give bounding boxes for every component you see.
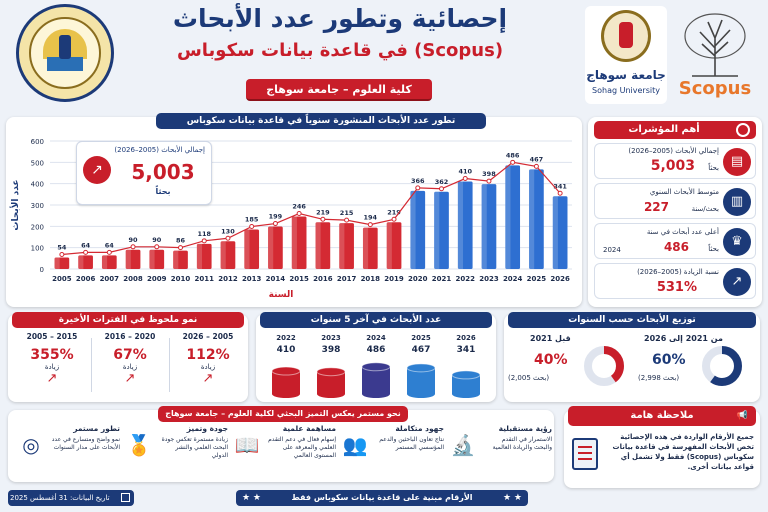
bar-highlight: [434, 192, 439, 269]
x-tick-label: 2024: [502, 275, 523, 283]
bar-highlight: [410, 191, 415, 269]
bar-highlight: [102, 255, 107, 269]
excellence-item-title: تطور مستمر: [73, 424, 120, 433]
excellence-item-text: نمو واضح ومتسارع في عدد الأبحاث على مدار السنوات: [51, 436, 120, 451]
megaphone-icon: 📢: [736, 411, 748, 421]
value-label: 486: [366, 345, 386, 355]
bar-highlight: [78, 255, 83, 269]
x-tick-label: 2009: [147, 275, 167, 283]
excellence-item: [448, 424, 552, 480]
bar-highlight: [55, 257, 60, 269]
dist-right-label: قبل 2021: [530, 334, 571, 343]
bar-highlight: [126, 250, 131, 269]
data-label: 90: [128, 235, 138, 244]
bar-highlight: [482, 184, 487, 269]
x-tick-label: 2015: [289, 275, 309, 283]
bar-highlight: [339, 223, 344, 269]
dist-left-percent: 60%: [652, 352, 686, 368]
growth-value: 355%: [30, 347, 74, 363]
data-label: 219: [316, 208, 330, 217]
x-tick-label: 2026: [550, 275, 570, 283]
trend-point: [273, 222, 277, 226]
trend-point: [534, 164, 538, 168]
x-tick-label: 2010: [170, 275, 191, 283]
excellence-header: [158, 406, 408, 422]
note-title: ملاحظة هامة: [630, 410, 694, 421]
distribution-title: توزيع الأبحاث حسب السنوات: [568, 315, 696, 325]
x-tick-label: 2006: [75, 275, 96, 283]
x-tick-label: 2005: [52, 275, 72, 283]
indicator-label: إجمالي الأبحاث (2005–2026): [628, 147, 719, 155]
trend-point: [250, 225, 254, 229]
indicator-total: [594, 143, 756, 179]
cylinder-top: [317, 368, 345, 376]
microscope-icon: 🔬: [450, 433, 476, 457]
scopus-wordmark: Scopus: [678, 78, 752, 99]
growth-period: 2026 – 2005: [182, 332, 234, 341]
bar-highlight: [316, 222, 321, 269]
growth-item: [172, 332, 244, 398]
bar-highlight: [197, 244, 202, 269]
scopus-logo: [672, 8, 758, 104]
growth-arrow-icon: ↗: [124, 371, 136, 386]
total-label: إجمالي الأبحاث (2005–2026): [114, 146, 205, 154]
university-name-en: Sohag University: [592, 86, 660, 95]
trend-point: [558, 191, 562, 195]
cylinder-base: [317, 390, 345, 398]
x-tick-label: 2023: [479, 275, 499, 283]
cylinder-base: [272, 390, 300, 398]
excellence-item-text: نتاج تعاون الباحثين والدعم المؤسسي المستمر: [379, 436, 444, 451]
excellence-item: [16, 424, 120, 480]
university-name-ar: جامعة سوهاج: [586, 68, 666, 82]
x-tick-label: 2017: [336, 275, 357, 283]
trend-point: [440, 187, 444, 191]
data-label: 362: [434, 177, 449, 186]
indicator-average: [594, 183, 756, 219]
donut-right: [582, 344, 626, 388]
bar-highlight: [292, 217, 297, 269]
bar-highlight: [363, 228, 368, 269]
cylinder-base: [452, 390, 480, 398]
excellence-title: نحو مستمر يعكس التميز البحثي لكلية العلوم – جامعة سوهاج: [165, 409, 401, 418]
growth-period: 2016 – 2020: [104, 332, 156, 341]
source-banner: [236, 490, 528, 506]
divider: [91, 338, 92, 392]
growth-label: زيادة: [200, 363, 216, 371]
value-label: 410: [276, 345, 296, 355]
dist-left-label: من 2021 إلى 2026: [644, 334, 723, 343]
trend-point: [321, 217, 325, 221]
university-emblem-figure: [619, 22, 633, 48]
year-label: 2024: [366, 334, 386, 342]
trend-point: [84, 250, 88, 254]
trend-point: [202, 239, 206, 243]
bar-highlight: [173, 251, 178, 269]
data-date: تاريخ البيانات: 31 أغسطس 2025: [10, 494, 110, 502]
tree-icon: [672, 8, 758, 78]
y-tick-label: 0: [39, 266, 44, 274]
bar-highlight: [244, 230, 249, 269]
last5-panel: [256, 314, 496, 402]
data-label: 341: [553, 182, 567, 191]
data-label: 118: [197, 229, 212, 238]
growth-label: زيادة: [122, 363, 138, 371]
data-label: 398: [482, 170, 496, 179]
x-tick-label: 2025: [526, 275, 547, 283]
data-label: 486: [505, 151, 520, 160]
x-tick-label: 2020: [408, 275, 428, 283]
team-icon: 👥: [342, 433, 368, 457]
growth-value: 112%: [186, 347, 230, 363]
indicator-unit: بحث/سنة: [691, 205, 719, 213]
dist-left-count: (2,998 بحث): [638, 374, 680, 382]
dist-right-count: (2,005 بحث): [508, 374, 550, 382]
bar-highlight: [529, 169, 534, 269]
trend-point: [155, 245, 159, 249]
bar-highlight: [458, 182, 463, 269]
x-axis-label: السنة: [268, 290, 294, 300]
target-icon: ◎: [22, 433, 40, 457]
data-label: 185: [244, 215, 259, 224]
trend-point: [487, 179, 491, 183]
x-tick-label: 2014: [265, 275, 286, 283]
data-label: 246: [292, 202, 306, 211]
growth-item: [94, 332, 166, 398]
indicator-value: 5,003: [650, 158, 695, 174]
indicator-label: نسبة الزيادة (2005–2026): [637, 268, 719, 276]
data-label: 410: [458, 167, 473, 176]
y-tick-label: 500: [30, 159, 44, 168]
cylinder-base: [362, 390, 390, 398]
cylinder-base: [407, 390, 435, 398]
chart-icon: ▥: [723, 188, 751, 216]
indicator-growth: [594, 263, 756, 299]
data-label: 90: [152, 235, 162, 244]
data-label: 64: [81, 241, 91, 250]
growth-header: [12, 312, 244, 328]
x-tick-label: 2019: [384, 275, 404, 283]
x-tick-label: 2013: [241, 275, 262, 283]
indicator-value: 531%: [656, 280, 697, 295]
trend-point: [416, 186, 420, 190]
indicators-header: [594, 121, 756, 139]
book-icon: 📖: [234, 433, 260, 457]
star-icon: ★ ★: [242, 493, 261, 503]
x-tick-label: 2021: [431, 275, 452, 283]
x-tick-label: 2012: [218, 275, 238, 283]
growth-value: 67%: [113, 347, 147, 363]
y-tick-label: 200: [30, 223, 44, 232]
growth-icon: ↗: [83, 156, 111, 184]
total-unit: بحثاً: [155, 187, 171, 196]
indicator-value: 486: [663, 240, 689, 254]
trend-point: [463, 177, 467, 181]
bar-highlight: [553, 196, 558, 269]
bar-highlight: [505, 165, 510, 269]
year-label: 2022: [276, 334, 296, 342]
x-tick-label: 2008: [123, 275, 143, 283]
bar-highlight: [268, 227, 273, 269]
y-tick-label: 400: [30, 180, 44, 189]
y-tick-label: 100: [30, 244, 44, 253]
trend-point: [131, 245, 135, 249]
faculty-seal: [16, 4, 114, 102]
university-logo: [585, 6, 667, 104]
data-label: 130: [221, 227, 235, 236]
excellence-item-title: جودة وتميز: [186, 424, 228, 433]
excellence-item-title: مساهمة علمية: [282, 424, 336, 433]
x-tick-label: 2007: [99, 275, 120, 283]
bar-highlight: [149, 250, 154, 269]
growth-arrow-icon: ↗: [46, 371, 58, 386]
date-badge: [8, 490, 134, 506]
divider: [169, 338, 170, 392]
last5-chart: [256, 314, 496, 402]
year-label: 2025: [411, 334, 431, 342]
growth-item: [16, 332, 88, 398]
chart-title: تطور عدد الأبحاث المنشورة سنوياً في قاعدة بيانات سكوباس: [186, 116, 456, 126]
x-tick-label: 2011: [194, 275, 214, 283]
excellence-item-text: زيادة مستمرة تعكس جودة البحث العلمي والنشر الدولي: [161, 436, 228, 459]
ribbon-text: كلية العلوم – جامعة سوهاج: [266, 83, 412, 96]
indicator-value: 227: [643, 200, 669, 214]
year-label: 2023: [321, 334, 341, 342]
excellence-item-text: إسهام فعال في دعم التقدم العلمي والمعرفة على المستوى العالمي: [268, 436, 336, 459]
growth-panel: [8, 314, 248, 402]
cylinder-top: [407, 364, 435, 372]
y-tick-label: 600: [30, 138, 44, 146]
page-title: إحصائية وتطور عدد الأبحاث: [172, 4, 508, 33]
source-note: الأرقام مبنية على قاعدة بيانات سكوباس فقط: [291, 493, 473, 502]
value-label: 398: [321, 345, 341, 355]
trend-point: [392, 217, 396, 221]
note-text: جميع الأرقام الواردة في هذه الإحصائية تخص الأبحاث المفهرسة في قاعدة بيانات سكوباس (Scopus) فقط ولا تشمل أي قواعد بيانات أخرى.: [612, 433, 754, 471]
medal-icon: 🏅: [126, 433, 152, 457]
data-label: 467: [529, 155, 544, 164]
indicator-max: [594, 223, 756, 259]
cylinder-top: [362, 363, 390, 371]
trophy-icon: ♛: [723, 228, 751, 256]
star-icon: ★ ★: [503, 493, 522, 503]
total-value: 5,003: [131, 160, 195, 184]
x-tick-label: 2016: [313, 275, 333, 283]
donut-left: [700, 344, 744, 388]
growth-label: زيادة: [44, 363, 60, 371]
bar-highlight: [387, 222, 392, 269]
header-ribbon: [246, 79, 432, 101]
page-subtitle: في قاعدة بيانات سكوباس (Scopus): [176, 40, 504, 61]
x-tick-label: 2018: [360, 275, 381, 283]
indicators-title: أهم المؤشرات: [628, 124, 700, 135]
data-label: 64: [104, 241, 114, 250]
excellence-item-title: جهود متكاملة: [395, 424, 444, 433]
clipboard-icon: [572, 438, 598, 470]
trend-point: [511, 160, 515, 164]
trend-point: [368, 223, 372, 227]
data-label: 54: [57, 243, 67, 252]
cylinder-top: [452, 371, 480, 379]
trend-point: [179, 246, 183, 250]
growth-icon: ↗: [723, 268, 751, 296]
excellence-item-text: الاستمرار في التقدم والبحث والريادة العالمية: [492, 436, 552, 451]
last5-title: عدد الأبحاث في آخر 5 سنوات: [310, 315, 442, 325]
indicators-panel: [588, 117, 762, 307]
note-panel: [564, 410, 760, 488]
data-label: 86: [175, 236, 186, 245]
trend-point: [107, 250, 111, 254]
excellence-item: [340, 424, 444, 480]
x-tick-label: 2022: [455, 275, 475, 283]
excellence-item: [124, 424, 228, 480]
y-tick-label: 300: [30, 202, 44, 210]
value-label: 467: [411, 345, 431, 355]
trend-point: [345, 218, 349, 222]
excellence-panel: [8, 410, 554, 482]
growth-arrow-icon: ↗: [202, 371, 214, 386]
target-icon: [736, 123, 750, 137]
note-header: [568, 406, 756, 426]
indicator-unit: بحثاً: [708, 164, 719, 172]
data-label: 199: [268, 212, 283, 221]
indicator-unit: بحثاً: [708, 245, 719, 253]
trend-point: [226, 236, 230, 240]
year-label: 2026: [456, 334, 476, 342]
total-box: [76, 141, 212, 205]
cylinder-top: [272, 367, 300, 375]
excellence-item-title: رؤية مستقبلية: [498, 424, 552, 433]
bar-highlight: [221, 241, 226, 269]
document-icon: ▤: [723, 148, 751, 176]
calendar-icon: [121, 493, 130, 502]
indicator-label: متوسط الأبحاث السنوي: [649, 188, 719, 196]
dist-right-percent: 40%: [534, 352, 568, 368]
growth-title: نمو ملحوظ في الفترات الأخيرة: [58, 315, 198, 325]
indicator-label: أعلى عدد أبحاث في سنة: [646, 228, 719, 236]
trend-point: [60, 252, 64, 256]
distribution-panel: [504, 314, 760, 402]
value-label: 341: [456, 345, 476, 355]
growth-period: 2005 – 2015: [26, 332, 78, 341]
trend-point: [297, 212, 301, 216]
y-axis-label: عدد الأبحاث: [11, 179, 21, 231]
data-label: 194: [363, 213, 378, 222]
data-label: 219: [387, 208, 401, 217]
distribution-header: [508, 312, 756, 328]
indicator-year: 2024: [603, 246, 621, 254]
data-label: 366: [410, 176, 425, 185]
excellence-item: [232, 424, 336, 480]
data-label: 215: [339, 209, 354, 218]
